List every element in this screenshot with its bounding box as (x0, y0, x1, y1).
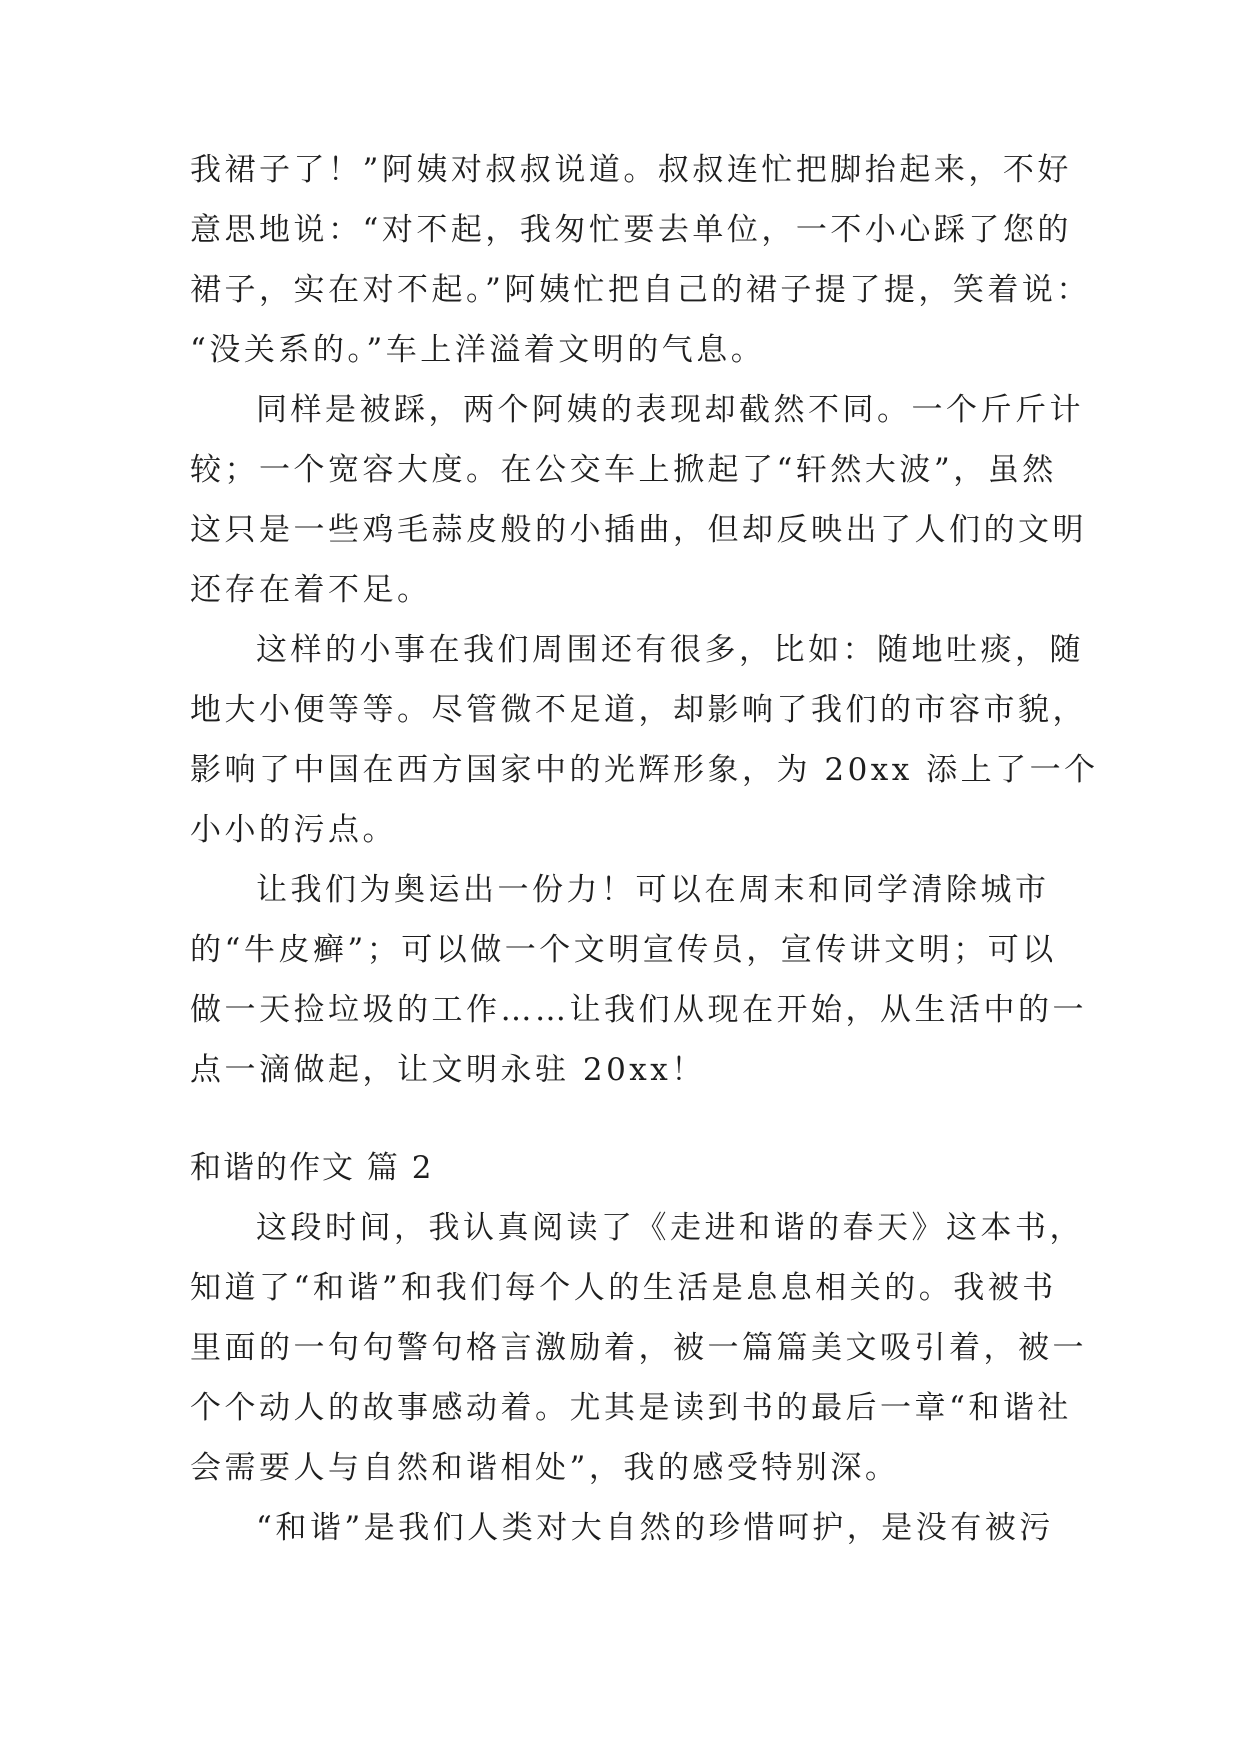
text-line: 裙子，实在对不起。”阿姨忙把自己的裙子提了提，笑着说： (190, 272, 1091, 308)
paragraph-first-line: “和谐”是我们人类对大自然的珍惜呵护，是没有被污 (256, 1510, 1054, 1546)
text-line: 意思地说：“对不起，我匆忙要去单位，一不小心踩了您的 (190, 212, 1072, 248)
text-line: 里面的一句句警句格言激励着，被一篇篇美文吸引着，被一 (190, 1330, 1087, 1366)
paragraph-first-line: 这段时间，我认真阅读了《走进和谐的春天》这本书， (256, 1210, 1084, 1246)
text-line: 还存在着不足。 (190, 572, 432, 608)
paragraph-first-line: 让我们为奥运出一份力！可以在周末和同学清除城市 (256, 872, 1050, 908)
text-line: 小小的污点。 (190, 812, 397, 848)
text-line: 点一滴做起，让文明永驻 20xx！ (190, 1052, 706, 1088)
text-line: 的“牛皮癣”；可以做一个文明宣传员，宣传讲文明；可以 (190, 932, 1057, 968)
text-line: 做一天捡垃圾的工作……让我们从现在开始，从生活中的一 (190, 992, 1087, 1028)
text-line: 这只是一些鸡毛蒜皮般的小插曲，但却反映出了人们的文明 (190, 512, 1087, 548)
text-line: 地大小便等等。尽管微不足道，却影响了我们的市容市貌， (190, 692, 1087, 728)
text-line: 知道了“和谐”和我们每个人的生活是息息相关的。我被书 (190, 1270, 1057, 1306)
text-line: 较；一个宽容大度。在公交车上掀起了“轩然大波”，虽然 (190, 452, 1057, 488)
text-line: 我裙子了！”阿姨对叔叔说道。叔叔连忙把脚抬起来，不好 (190, 152, 1072, 188)
text-line: 会需要人与自然和谐相处”，我的感受特别深。 (190, 1450, 900, 1486)
text-line: 个个动人的故事感动着。尤其是读到书的最后一章“和谐社 (190, 1390, 1072, 1426)
text-line: 影响了中国在西方国家中的光辉形象，为 20xx 添上了一个 (190, 752, 1099, 788)
text-line: “没关系的。”车上洋溢着文明的气息。 (190, 332, 766, 368)
paragraph-first-line: 同样是被踩，两个阿姨的表现却截然不同。一个斤斤计 (256, 392, 1084, 428)
section-heading: 和谐的作文 篇 2 (190, 1150, 434, 1186)
paragraph-first-line: 这样的小事在我们周围还有很多，比如：随地吐痰，随 (256, 632, 1084, 668)
